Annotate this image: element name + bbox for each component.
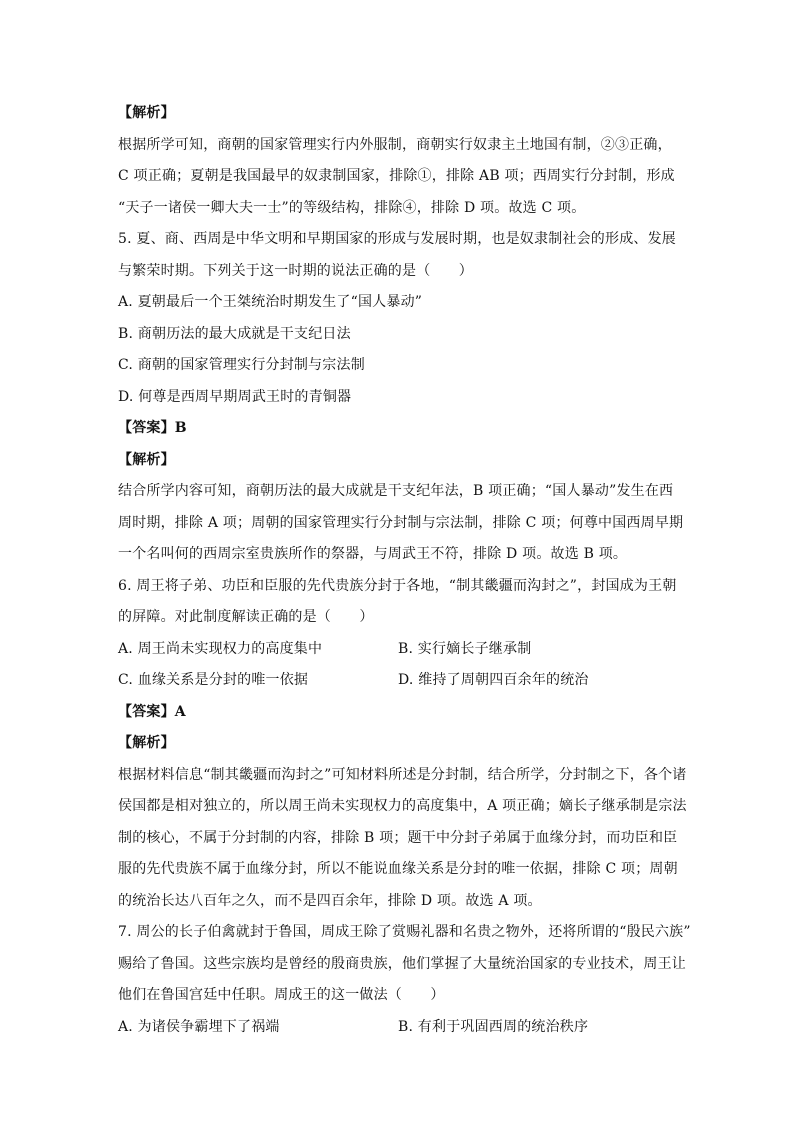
question-5-option-a: A. 夏朝最后一个王桀统治时期发生了“国人暴动” xyxy=(118,294,423,310)
answer-tag: 【答案】B xyxy=(118,420,187,436)
question-7-stem-cont: 赐给了鲁国。这些宗族均是曾经的殷商贵族，他们掌握了大量统治国家的专业技术，周王让 xyxy=(118,955,686,972)
question-5-option-c: C. 商朝的国家管理实行分封制与宗法制 xyxy=(118,357,365,373)
question-6-options-row xyxy=(118,665,678,697)
text-line: 结合所学内容可知，商朝历法的最大成就是干支纪年法，B 项正确；“国人暴动”发生在西 xyxy=(118,483,674,499)
text-line: 根据材料信息“制其畿疆而沟封之”可知材料所述是分封制，结合所学，分封制之下，各个诸 xyxy=(118,766,687,783)
question-7-options-row xyxy=(118,1012,678,1044)
text-line: 根据所学可知，商朝的国家管理实行内外服制，商朝实行奴隶主土地国有制，②③正确， xyxy=(118,136,672,153)
text-line: 的统治长达八百年之久，而不是四百余年，排除 D 项。故选 A 项。 xyxy=(118,892,542,909)
question-5-option-b: B. 商朝历法的最大成就是干支纪日法 xyxy=(118,325,351,342)
answer-tag: 【答案】A xyxy=(118,703,186,720)
question-6-option-a: A. 周王尚未实现权力的高度集中 xyxy=(118,640,323,657)
question-6-stem: 6. 周王将子弟、功臣和臣服的先代贵族分封于各地，“制其畿疆而沟封之”，封国成为王朝 xyxy=(118,577,677,594)
text-line: 周时期，排除 A 项；周朝的国家管理实行分封制与宗法制，排除 C 项；何尊中国西周早期 xyxy=(118,514,684,531)
section-tag-analysis: 【解析】 xyxy=(118,735,175,751)
question-7-option-b: B. 有利于巩固西周的统治秩序 xyxy=(398,1018,589,1035)
question-5-option-d: D. 何尊是西周早期周武王时的青铜器 xyxy=(118,388,352,405)
question-6-option-b: B. 实行嫡长子继承制 xyxy=(398,640,532,657)
section-tag-analysis: 【解析】 xyxy=(118,451,175,468)
question-6-stem-cont: 的屏障。对此制度解读正确的是（ ） xyxy=(118,609,374,625)
question-7-stem: 7. 周公的长子伯禽就封于鲁国，周成王除了赏赐礼器和名贵之物外，还将所谓的“殷民六族” xyxy=(118,924,691,940)
question-7-option-a: A. 为诸侯争霸埋下了祸端 xyxy=(118,1018,280,1035)
text-line: 一个名叫何的西周宗室贵族所作的祭器，与周武王不符，排除 D 项。故选 B 项。 xyxy=(118,546,628,562)
question-5-stem-cont: 与繁荣时期。下列关于这一时期的说法正确的是（ ） xyxy=(118,262,473,279)
question-5-stem: 5. 夏、商、西周是中华文明和早期国家的形成与发展时期，也是奴隶制社会的形成、发展 xyxy=(118,231,677,247)
question-6-option-c: C. 血缘关系是分封的唯一依据 xyxy=(118,672,309,688)
question-6-options-row xyxy=(118,634,678,666)
text-line: 制的核心，不属于分封制的内容，排除 B 项；题干中分封子弟属于血缘分封，而功臣和臣 xyxy=(118,829,678,846)
section-tag-analysis: 【解析】 xyxy=(118,105,175,121)
text-line: “天子一诸侯一卿大夫一士”的等级结构，排除④，排除 D 项。故选 C 项。 xyxy=(118,199,586,216)
text-line: 侯国都是相对独立的，所以周王尚未实现权力的高度集中，A 项正确；嫡长子继承制是宗法 xyxy=(118,798,687,814)
document-page xyxy=(118,98,691,1043)
question-7-stem-cont: 他们在鲁国宫廷中任职。周成王的这一做法（ ） xyxy=(118,987,445,1003)
text-line: 服的先代贵族不属于血缘分封，所以不能说血缘关系是分封的唯一依据，排除 C 项；周朝 xyxy=(118,861,678,877)
question-6-option-d: D. 维持了周朝四百余年的统治 xyxy=(398,672,589,688)
text-line: C 项正确；夏朝是我国最早的奴隶制国家，排除①，排除 AB 项；西周实行分封制，形成 xyxy=(118,168,675,184)
